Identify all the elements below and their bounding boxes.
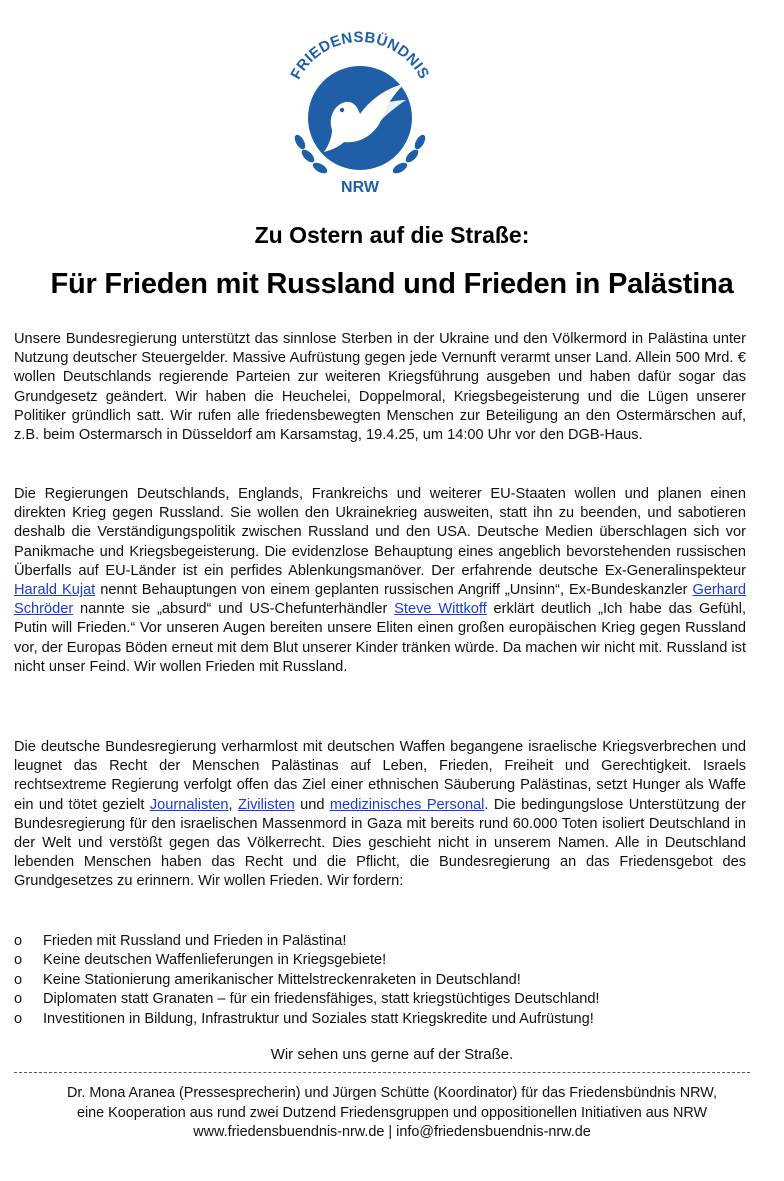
logo-top-text: FRIEDENSBÜNDNIS — [287, 28, 433, 83]
paragraph-russia — [14, 485, 746, 677]
text-segment: nannte sie „absurd“ und US-Chefunterhändler — [73, 601, 395, 618]
friedensbuendnis-logo — [270, 22, 450, 200]
demand-text: Investitionen in Bildung, Infrastruktur und Soziales statt Kriegskredite und Aufrüstung! — [43, 1010, 594, 1027]
bullet-icon: o — [14, 971, 23, 988]
page-title: Für Frieden mit Russland und Frieden in Palästina — [50, 268, 734, 300]
link-zivilisten[interactable]: Zivilisten — [237, 796, 295, 813]
text-segment: Die Regierungen Deutschlands, Englands, Frankreichs und weiterer EU-Staaten wollen und planen einen direkten Krieg gegen Russland. Sie wollen den Ukrainekrieg ausweiten, statt ihn zu beenden, und sabotieren deshalb die Verständigungspolitik zwischen Russland und den USA. Deutsche Medien überschlagen sich vor Panikmache und Kriegsbegeisterung. Die evidenzlose Behauptung eines angeblich bevorstehenden russischen Überfalls auf EU-Länder ist ein perfides Ablenkungsmanöver. Der erfahrende deutsche Ex-Generalinspekteur — [14, 486, 746, 579]
link-harald-kujat[interactable]: Harald Kujat — [14, 582, 96, 599]
demand-text: Diplomaten statt Granaten – für ein friedensfähiges, statt kriegstüchtiges Deutschland! — [43, 991, 600, 1008]
link-steve-wittkoff[interactable]: Steve Wittkoff — [394, 601, 487, 618]
text-segment: . Die bedingungslose Unterstützung der Bundesregierung für den israelischen Massenmord in Gaza mit bereits rund 60.000 Toten isoliert Deutschland in der Welt und verstößt gegen das Völkerrecht. Dies geschieht nicht in unserem Namen. Alle in Deutschland lebenden Menschen haben das Recht und die Pflicht, die Bundesregierung an das Friedensgebot des Grundgesetzes zu erinnern. Wir wollen Frieden. Wir fordern: — [14, 796, 746, 890]
list-item — [14, 1010, 754, 1029]
demand-text: Keine deutschen Waffenlieferungen in Kriegsgebiete! — [43, 952, 387, 969]
demand-text: Frieden mit Russland und Frieden in Palästina! — [43, 933, 347, 949]
footer-contact: www.friedensbuendnis-nrw.de | info@friedensbuendnis-nrw.de — [193, 1124, 591, 1140]
text-segment: Die deutsche Bundesregierung verharmlost mit deutschen Waffen begangene israelische Kriegsverbrechen und leugnet das Recht der Menschen Palästinas auf Leben, Frieden, Freiheit und Gerechtigkeit. Israels rechtsextreme Regierung verfolgt offen das Ziel einer ethnischen Säuberung Palästinas, setzt Hunger als Waffe ein und tötet gezielt — [14, 739, 746, 813]
list-item — [14, 971, 754, 990]
text-segment: erklärt deutlich „Ich habe das Gefühl, Putin will Frieden.“ Vor unseren Augen bereiten unsere Eliten einen großen europäischen Krieg gegen Russland vor, der Europas Böden erneut mit dem Blut unserer Kinder tränken würde. Da machen wir nicht mit. Russland ist nicht unser Feind. Wir wollen Frieden mit Russland. — [14, 601, 746, 675]
bullet-icon: o — [14, 933, 23, 949]
link-gerhard-schroeder[interactable]: Gerhard Schröder — [14, 582, 747, 618]
closing-line: Wir sehen uns gerne auf der Straße. — [270, 1046, 514, 1063]
list-item — [14, 932, 754, 951]
demands-list — [14, 932, 754, 1029]
logo-bottom-text: NRW — [341, 179, 379, 196]
paragraph-intro — [14, 330, 746, 445]
bullet-icon: o — [14, 991, 23, 1008]
demand-text: Keine Stationierung amerikanischer Mittelstreckenraketen in Deutschland! — [43, 971, 521, 988]
footer — [0, 1084, 784, 1143]
list-item — [14, 951, 754, 970]
link-medizinisches-personal[interactable]: medizinisches Personal — [329, 796, 485, 813]
text-segment: , — [228, 796, 238, 813]
subtitle: Zu Ostern auf die Straße: — [254, 222, 530, 248]
bullet-icon: o — [14, 1010, 23, 1027]
footer-signatories: Dr. Mona Aranea (Pressesprecherin) und Jürgen Schütte (Koordinator) für das Friedensbündnis NRW, — [66, 1085, 718, 1101]
footer-description: eine Kooperation aus rund zwei Dutzend Friedensgruppen und oppositionellen Initiativen aus NRW — [76, 1104, 708, 1121]
bullet-icon: o — [14, 952, 23, 969]
list-item — [14, 990, 754, 1009]
paragraph-russia-text — [14, 485, 746, 677]
link-journalisten[interactable]: Journalisten — [149, 796, 229, 813]
paragraph-palestine — [14, 738, 746, 892]
text-segment: und — [294, 796, 330, 813]
paragraph-palestine-text — [14, 738, 746, 892]
divider — [14, 1072, 750, 1073]
paragraph-intro-text: Unsere Bundesregierung unterstützt das sinnlose Sterben in der Ukraine und den Völkermord in Palästina unter Nutzung deutscher Steuergelder. Massive Aufrüstung gegen jede Vernunft verarmt unser Land. Allein 500 Mrd. € wollen Deutschlands regierende Parteien zur weiteren Kriegsführung ausgeben und haben dafür sogar das Grundgesetz geändert. Wir haben die Heuchelei, Doppelmoral, Kriegsbegeisterung und die Lügen unserer Politiker gründlich satt. Wir rufen alle friedensbewegten Menschen zur Beteiligung an den Ostermärschen auf, z.B. beim Ostermarsch in Düsseldorf am Karsamstag, 19.4.25, um 14:00 Uhr vor den DGB-Haus. — [14, 331, 746, 444]
text-segment: nennt Behauptungen von einem geplanten russischen Angriff „Unsinn“, Ex-Bundeskanzler — [95, 582, 693, 599]
